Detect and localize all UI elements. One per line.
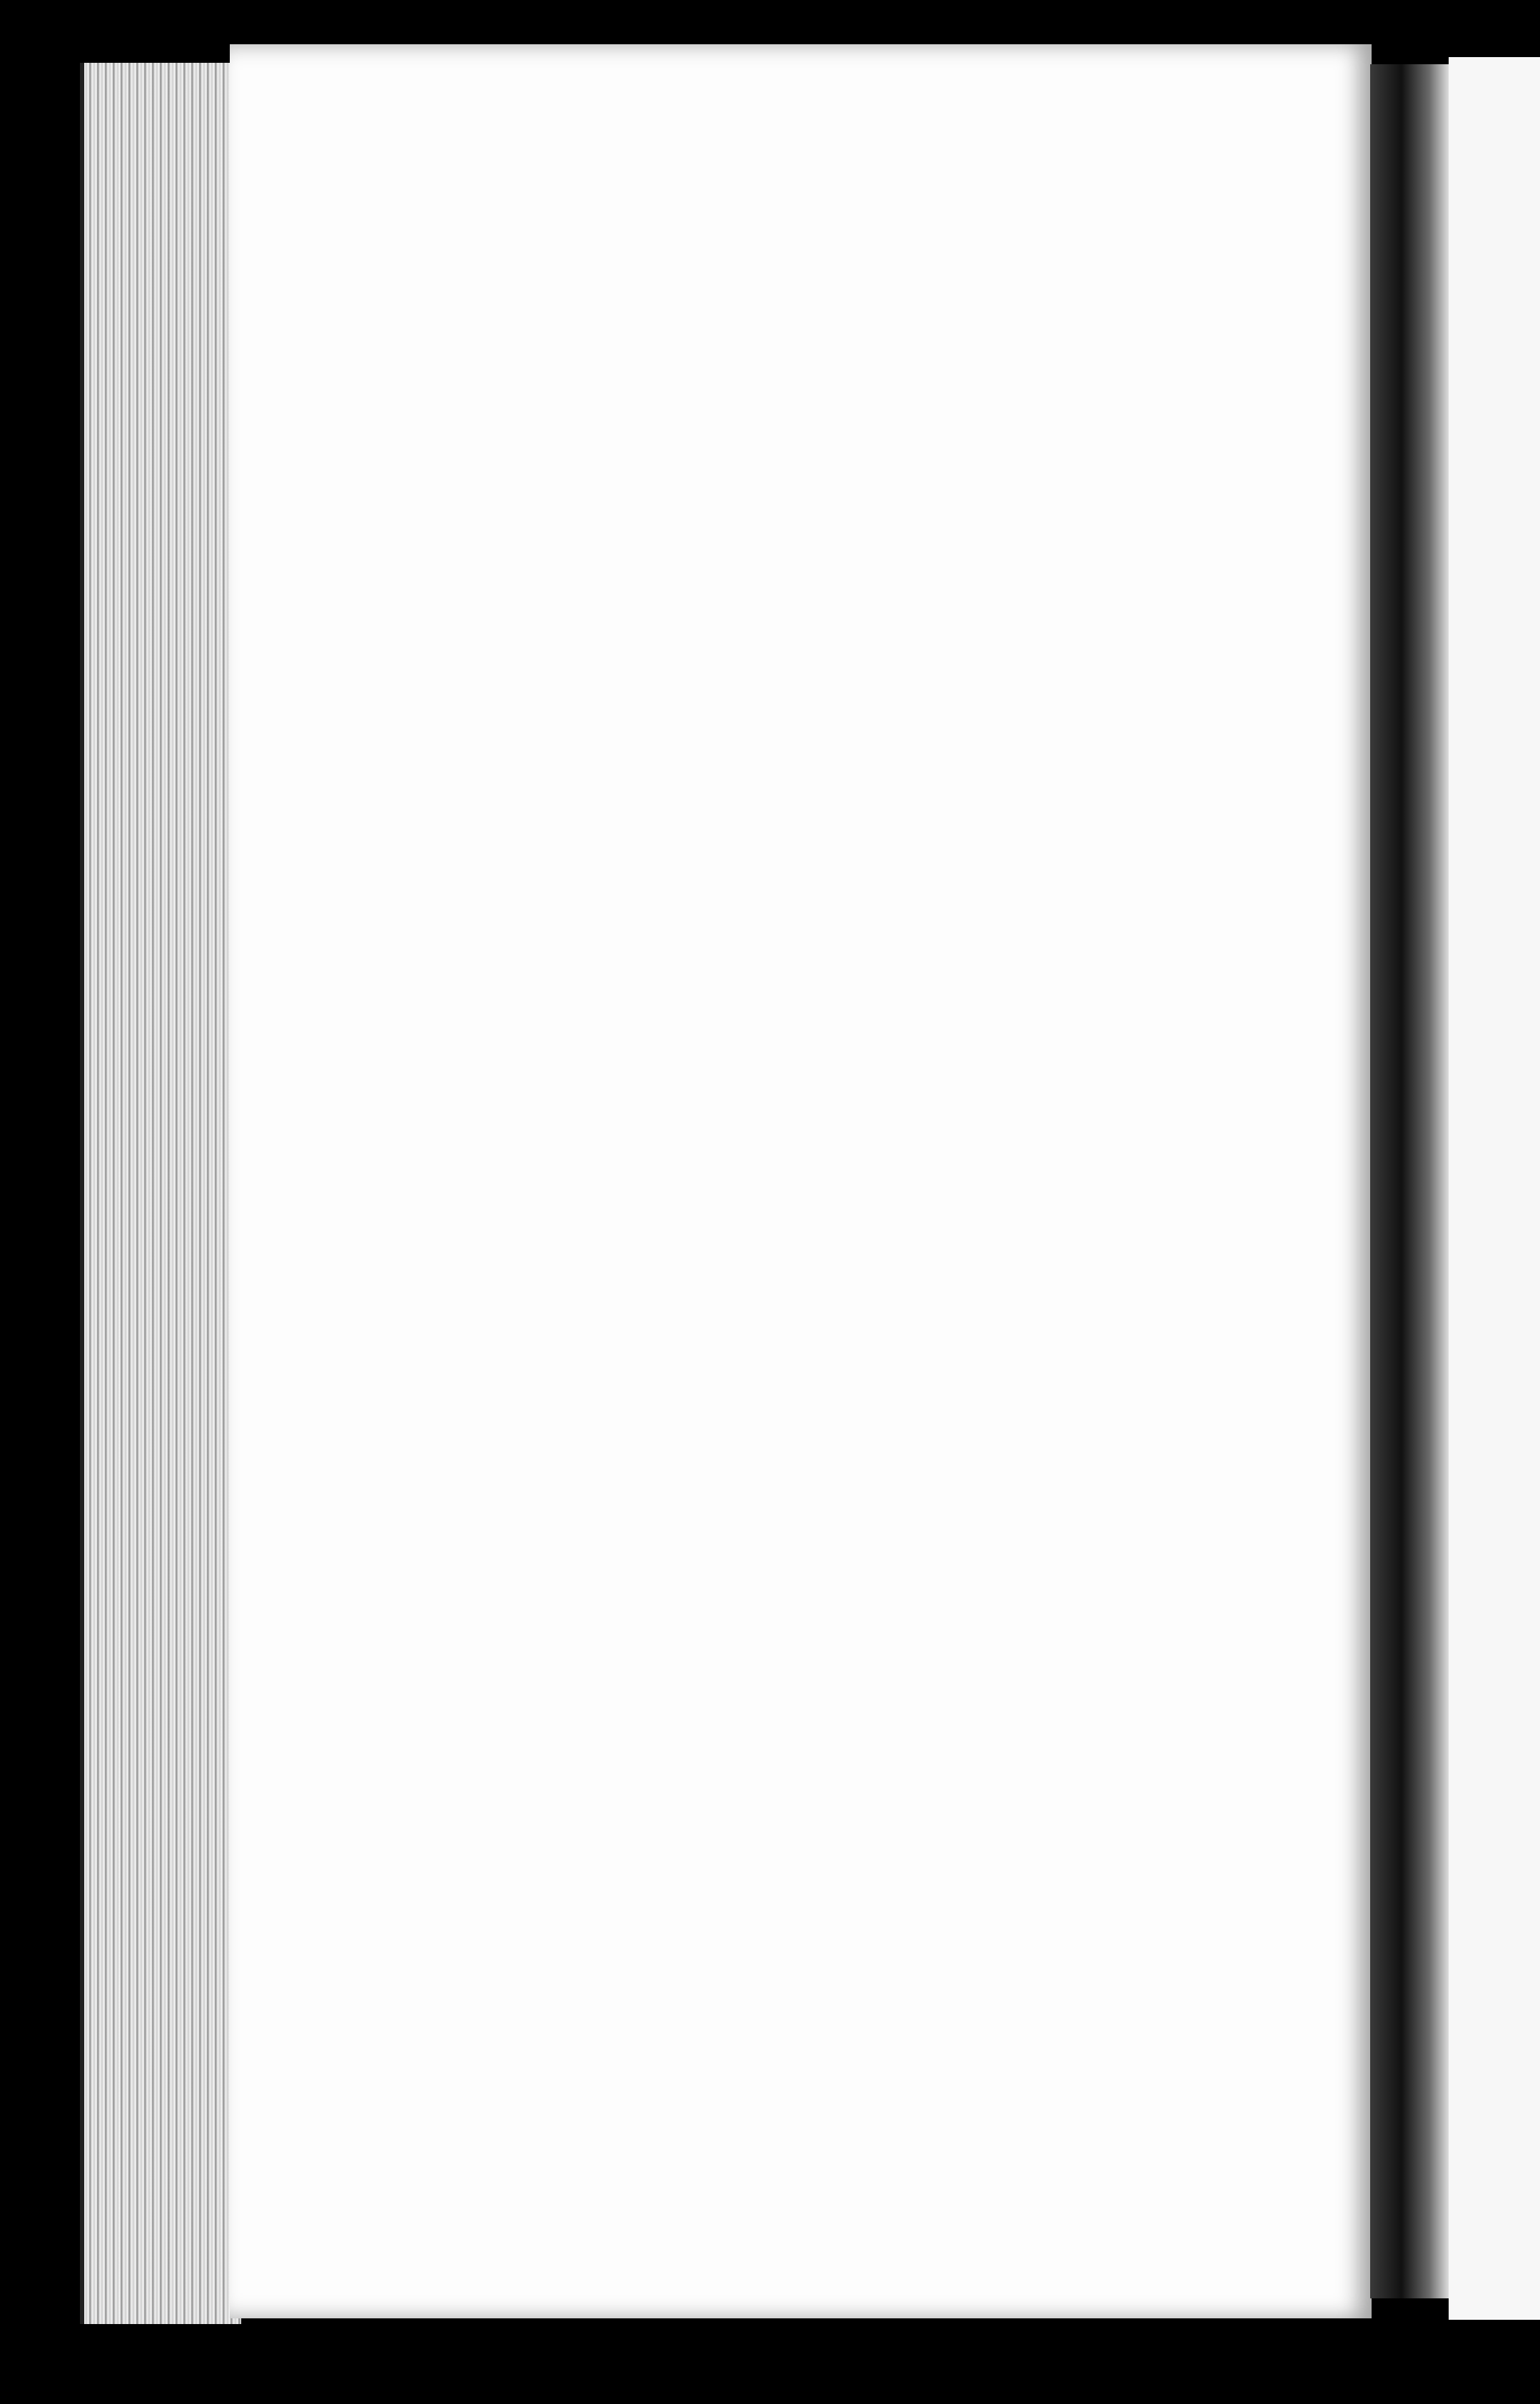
book-page [230, 44, 1372, 2318]
facing-page [1449, 57, 1540, 2320]
book-page-edges [80, 63, 241, 2324]
page-header [450, 207, 1342, 278]
book-gutter [1370, 64, 1449, 2298]
